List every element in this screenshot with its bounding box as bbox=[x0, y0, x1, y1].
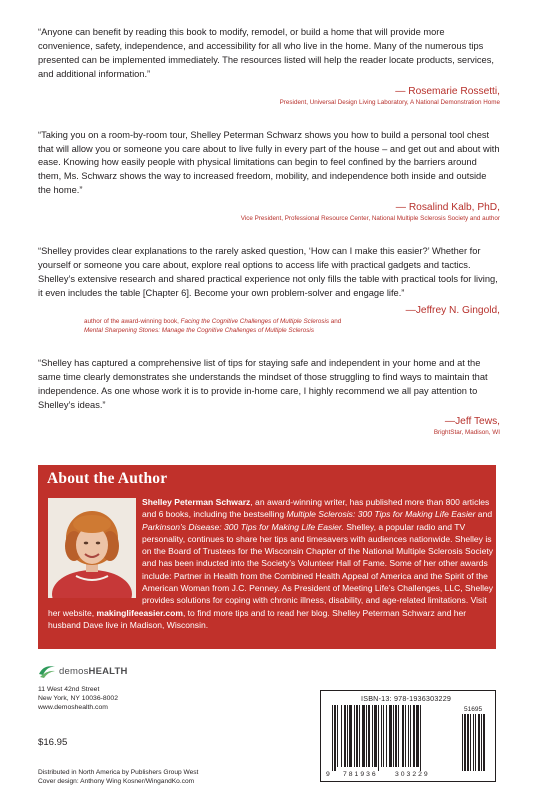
cover-design-credit: Cover design: Anthony Wing Kosner/WingandKo.com bbox=[38, 778, 195, 785]
barcode-addon-bar bbox=[475, 714, 476, 771]
testimonial-author: —Jeff Tews, bbox=[444, 416, 500, 428]
testimonials bbox=[38, 26, 500, 459]
publisher-address bbox=[38, 685, 238, 712]
book-title: Facing the Cognitive Challenges of Multiple Sclerosis bbox=[180, 317, 330, 325]
testimonial-quote: “Anyone can benefit by reading this book to modify, remodel, or build a home that will provide more convenience, safety, independence, and accessibility for all who live in the home. Many of the numerous tips presented can be implemented immediately. The resources listed will help the reader locate products, services, and additional information.” bbox=[38, 27, 494, 79]
demos-swoosh-icon bbox=[38, 663, 56, 679]
barcode-bar bbox=[405, 705, 406, 767]
logo-health: HEALTH bbox=[88, 665, 128, 677]
bio-text: , an award-winning writer, has published more than 800 articles and 6 books, including the bestselling bbox=[142, 497, 490, 520]
testimonial-author: — Rosemarie Rossetti, bbox=[395, 85, 500, 97]
bio-text: and bbox=[475, 509, 493, 520]
barcode-addon-bar bbox=[473, 714, 474, 771]
testimonial-author: — Rosalind Kalb, PhD, bbox=[395, 202, 500, 214]
about-the-author-panel bbox=[38, 465, 496, 649]
role-text: author of the award-winning book, bbox=[84, 317, 181, 325]
barcode-bar bbox=[337, 705, 338, 767]
about-heading: About the Author bbox=[47, 470, 168, 487]
publisher-website[interactable]: www.demoshealth.com bbox=[38, 704, 108, 711]
barcode-digits-left: 781936 bbox=[343, 771, 378, 778]
price: $16.95 bbox=[38, 737, 68, 748]
publisher-logo bbox=[38, 662, 238, 680]
isbn-barcode bbox=[320, 690, 496, 782]
barcode-addon-bar bbox=[470, 714, 471, 771]
testimonial-quote: “Taking you on a room-by-room tour, Shelley Peterman Schwarz shows you how to build a personal tool chest that will allow you or someone you care about to live fully in every part of the house – and get out and about with ease. Knowing how easily people with physical limitations can begin to feel confined by the barriers around them, Ms. Schwarz shows the way to increased freedom, mobility, and independence both inside and outside the home.” bbox=[38, 129, 500, 196]
barcode-addon-bar bbox=[464, 714, 466, 771]
testimonial-author-role: President, Universal Design Living Laboratory, A National Demonstration Home bbox=[279, 98, 500, 106]
testimonial bbox=[38, 26, 500, 107]
barcode-bar bbox=[368, 705, 370, 767]
barcode-digits-right: 303229 bbox=[395, 771, 430, 778]
barcode-bar bbox=[344, 705, 346, 767]
barcode-addon-bar bbox=[478, 714, 480, 771]
barcode-bar bbox=[356, 705, 358, 767]
testimonial-quote: “Shelley has captured a comprehensive list of tips for staying safe and independent in your home and at the same time clearly demonstrates she understands the mindset of those struggling to find ways to maintain that independence. As one whose work it is to provide in-home care, I highly recommend we all pay attention to Shelley’s ideas.” bbox=[38, 357, 488, 410]
barcode-bar bbox=[395, 705, 397, 767]
barcode-bar bbox=[410, 705, 411, 767]
address-line: New York, NY 10036-8002 bbox=[38, 695, 118, 702]
barcode-bar bbox=[383, 705, 384, 767]
barcode-addon-number: 51695 bbox=[464, 706, 483, 713]
publisher-block bbox=[38, 662, 238, 712]
barcode-bar bbox=[349, 705, 352, 767]
barcode-bar bbox=[416, 705, 419, 767]
author-website-link[interactable]: makinglifeeasier.com bbox=[96, 607, 183, 618]
barcode-bar bbox=[334, 705, 336, 771]
barcode-bar bbox=[341, 705, 342, 767]
barcode-bar bbox=[381, 705, 382, 767]
testimonial-quote: “Shelley provides clear explanations to the rarely asked question, ‘How can I make this easier?’ Whether for yourself or someone you care about, explore real options to access life with practical gadgets and tactics. Shelley’s extensive research and shared practical experience not only fills the table with practical tools for living, it even includes the table [Chapter 6]. Become your own problem-solver and engage life.” bbox=[38, 246, 498, 298]
barcode-bar bbox=[362, 705, 365, 767]
distribution-credit: Distributed in North America by Publishers Group West bbox=[38, 769, 199, 776]
barcode-bar bbox=[347, 705, 348, 767]
barcode-bar bbox=[372, 705, 373, 767]
barcode-bar bbox=[374, 705, 377, 767]
barcode-bar bbox=[366, 705, 367, 767]
testimonial bbox=[38, 357, 500, 438]
role-text: and bbox=[329, 317, 342, 325]
address-line: 11 West 42nd Street bbox=[38, 686, 100, 693]
barcode-bar bbox=[413, 705, 415, 767]
testimonial bbox=[38, 129, 500, 224]
author-name: Shelley Peterman Schwarz bbox=[142, 497, 251, 507]
barcode-bars bbox=[328, 705, 490, 771]
barcode-addon-bar bbox=[483, 714, 485, 771]
barcode-bar bbox=[420, 705, 421, 771]
barcode-bar bbox=[332, 705, 333, 771]
barcode-bar bbox=[408, 705, 409, 767]
book-title: Parkinson’s Disease: 300 Tips for Making Life Easier. bbox=[142, 521, 344, 532]
barcode-bar bbox=[386, 705, 387, 767]
barcode-addon-bar bbox=[481, 714, 482, 771]
credits bbox=[38, 768, 198, 786]
barcode-addon-bar bbox=[462, 714, 463, 771]
barcode-bar bbox=[378, 705, 379, 771]
barcode-bar bbox=[398, 705, 399, 767]
bio-text: Shelley, a popular radio and TV personality, continues to share her tips and timesavers with audiences nationwide. Shelley is on the Board of Trustees for the Wisconsin Chapter of the National Multiple Sclerosis Society and has been inducted into the Society’s Volunteer Hall of Fame. Some of her other awards include: Partner in Health from the Combined Health Appeal of America and the Spirit of the American Woman from J.C. Penney. As President of Meeting Life’s Challenges, LLC, Shelley provides solutions for coping with chronic illness, disability, and age-related limitations. Visit her website, bbox=[48, 521, 494, 618]
bio-text: , to find more tips and to read her blog. Shelley Peterman Schwarz and her husband Dave live in Madison, Wisconsin. bbox=[48, 607, 467, 630]
isbn-number: ISBN-13: 978-1936303229 bbox=[361, 694, 452, 703]
testimonial-author-role: Vice President, Professional Resource Center, National Multiple Sclerosis Society and author bbox=[240, 215, 500, 223]
barcode-bar bbox=[354, 705, 355, 767]
logo-demos: demos bbox=[59, 665, 89, 677]
barcode-bar bbox=[393, 705, 394, 767]
barcode-bar bbox=[402, 705, 404, 767]
book-title: Mental Sharpening Stones: Manage the Cognitive Challenges of Multiple Sclerosis bbox=[84, 326, 314, 334]
barcode-digit-lead: 9 bbox=[326, 771, 330, 778]
publisher-logo-text bbox=[59, 666, 128, 677]
testimonial-author-role bbox=[38, 317, 500, 335]
author-bio bbox=[48, 496, 494, 631]
barcode-bar bbox=[389, 705, 392, 767]
testimonial-author: —Jeffrey N. Gingold, bbox=[405, 304, 500, 316]
testimonial bbox=[38, 245, 500, 335]
book-title: Multiple Sclerosis: 300 Tips for Making Life Easier bbox=[286, 509, 476, 520]
testimonial-author-role: BrightStar, Madison, WI bbox=[433, 429, 500, 437]
barcode-bar bbox=[359, 705, 360, 767]
barcode-addon-bar bbox=[467, 714, 469, 771]
